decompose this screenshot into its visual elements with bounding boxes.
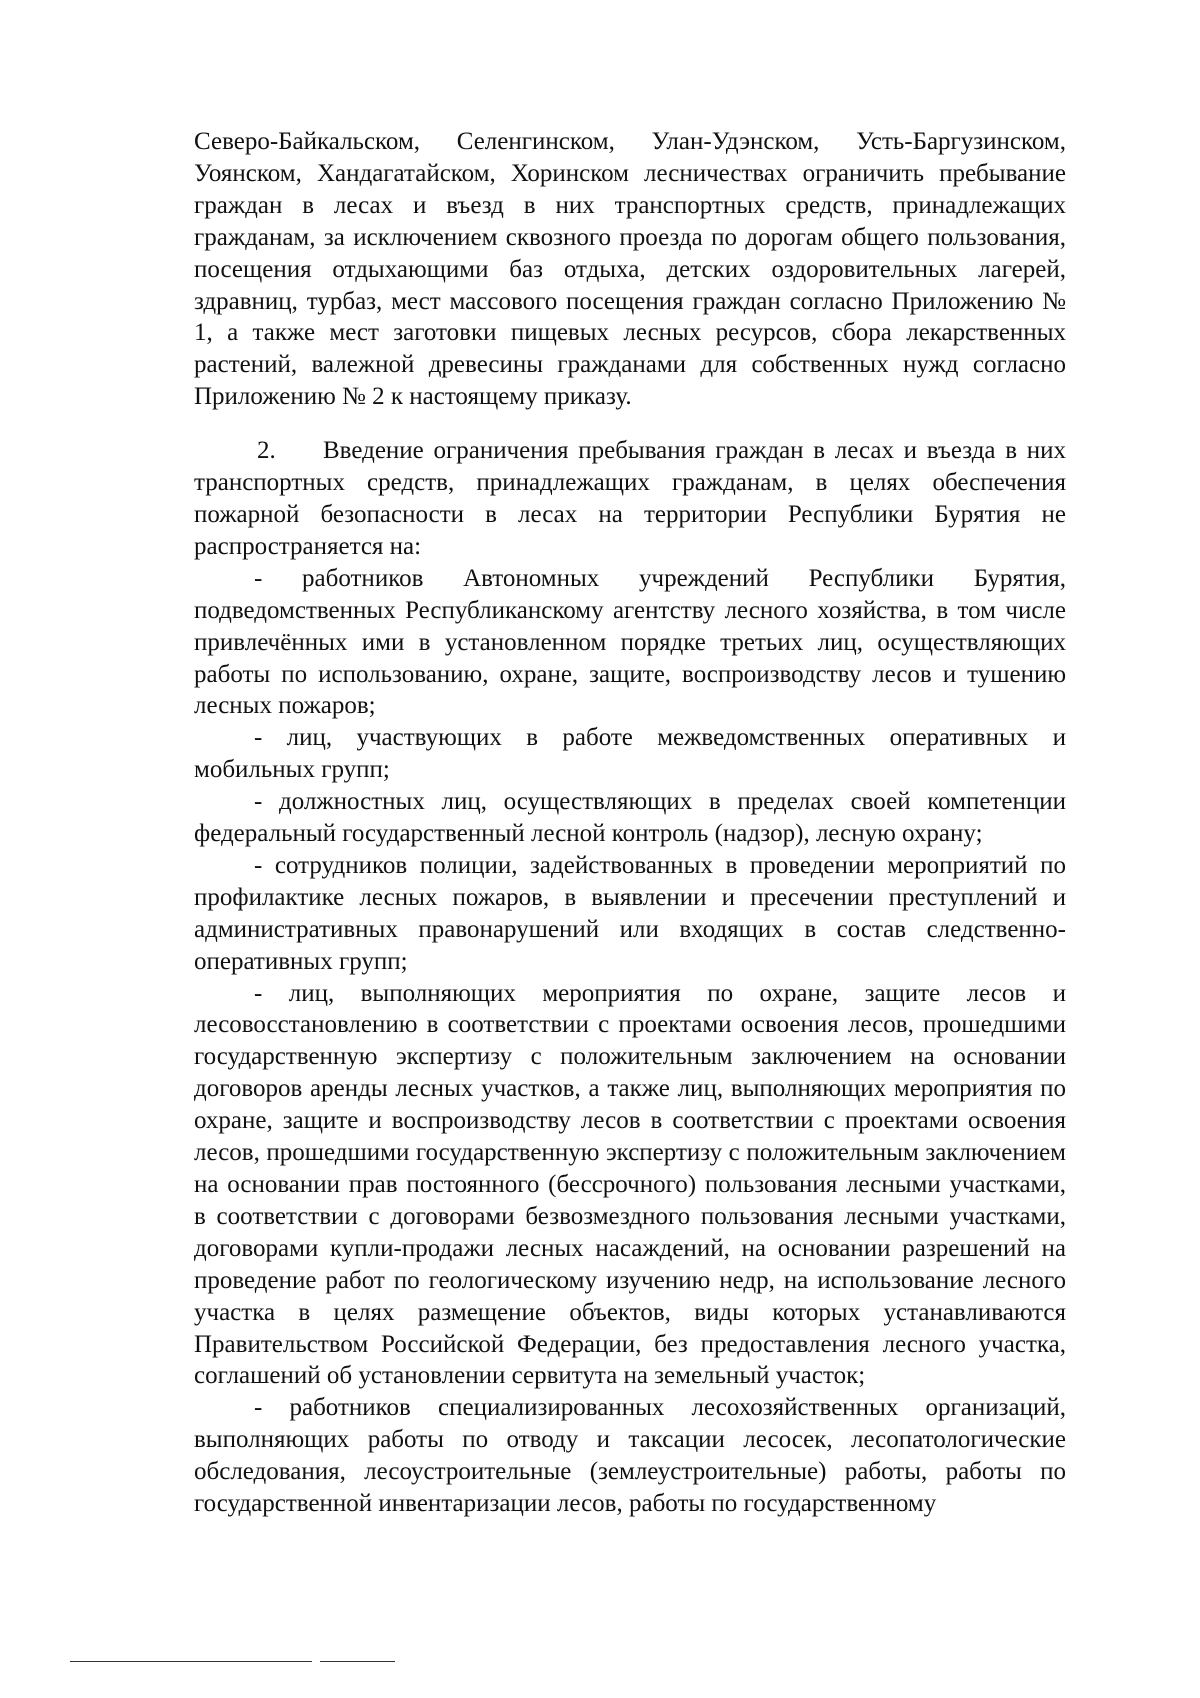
document-body xyxy=(194,126,1066,1520)
item-number: 2. xyxy=(257,437,276,465)
paragraph-item-2 xyxy=(194,435,1066,563)
bullet-item: - работников Автономных учреждений Республики Бурятия, подведомственных Республиканскому агентству лесного хозяйства, в том числе привлечённых ими в установленном порядке третьих лиц, осуществляющих работы по использованию, охране, защите, воспроизводству лесов и тушению лесных пожаров; xyxy=(194,564,1066,720)
item-text: Введение ограничения пребывания граждан в лесах и въезда в них транспортных средств, принадлежащих гражданам, в целях обеспечения пожарной безопасности в лесах на территории Республики Бурятия не распространяется на: xyxy=(194,437,1066,560)
paragraph-continuation: Северо-Байкальском, Селенгинском, Улан-Удэнском, Усть-Баргузинском, Уоянском, Хандагатайском, Хоринском лесничествах ограничить пребывание граждан в лесах и въезд в них транспортных средств, принадлежащих гражданам, за исключением сквозного проезда по дорогам общего пользования, посещения отдыхающими баз отдыха, детских оздоровительных лагерей, здравниц, турбаз, мест массового посещения граждан согласно Приложению № 1, а также мест заготовки пищевых лесных ресурсов, сбора лекарственных растений, валежной древесины гражданами для собственных нужд согласно Приложению № 2 к настоящему приказу. xyxy=(194,128,1066,411)
bullet-item: - сотрудников полиции, задействованных в проведении мероприятий по профилактике лесных пожаров, в выявлении и пресечении преступлений и административных правонарушений или входящих в состав следственно-оперативных групп; xyxy=(194,851,1066,975)
bullet-item: - работников специализированных лесохозяйственных организаций, выполняющих работы по отводу и таксации лесосек, лесопатологические обследования, лесоустроительные (землеустроительные) работы, работы по государственной инвентаризации лесов, работы по государственному xyxy=(194,1394,1066,1518)
footer-rule xyxy=(70,1661,395,1662)
bullet-item: - должностных лиц, осуществляющих в пределах своей компетенции федеральный государственный лесной контроль (надзор), лесную охрану; xyxy=(194,788,1066,848)
bullet-item: - лиц, выполняющих мероприятия по охране, защите лесов и лесовосстановлению в соответствии с проектами освоения лесов, прошедшими государственную экспертизу с положительным заключением на основании договоров аренды лесных участков, а также лиц, выполняющих мероприятия по охране, защите и воспроизводству лесов в соответствии с проектами освоения лесов, прошедшими государственную экспертизу с положительным заключением на основании прав постоянного (бессрочного) пользования лесными участками, в соответствии с договорами безвозмездного пользования лесными участками, договорами купли-продажи лесных насаждений, на основании разрешений на проведение работ по геологическому изучению недр, на использование лесного участка в целях размещение объектов, виды которых устанавливаются Правительством Российской Федерации, без предоставления лесного участка, соглашений об установлении сервитута на земельный участок; xyxy=(194,979,1066,1390)
bullet-item: - лиц, участвующих в работе межведомственных оперативных и мобильных групп; xyxy=(194,724,1066,784)
footer-rule-gap xyxy=(312,1659,320,1664)
